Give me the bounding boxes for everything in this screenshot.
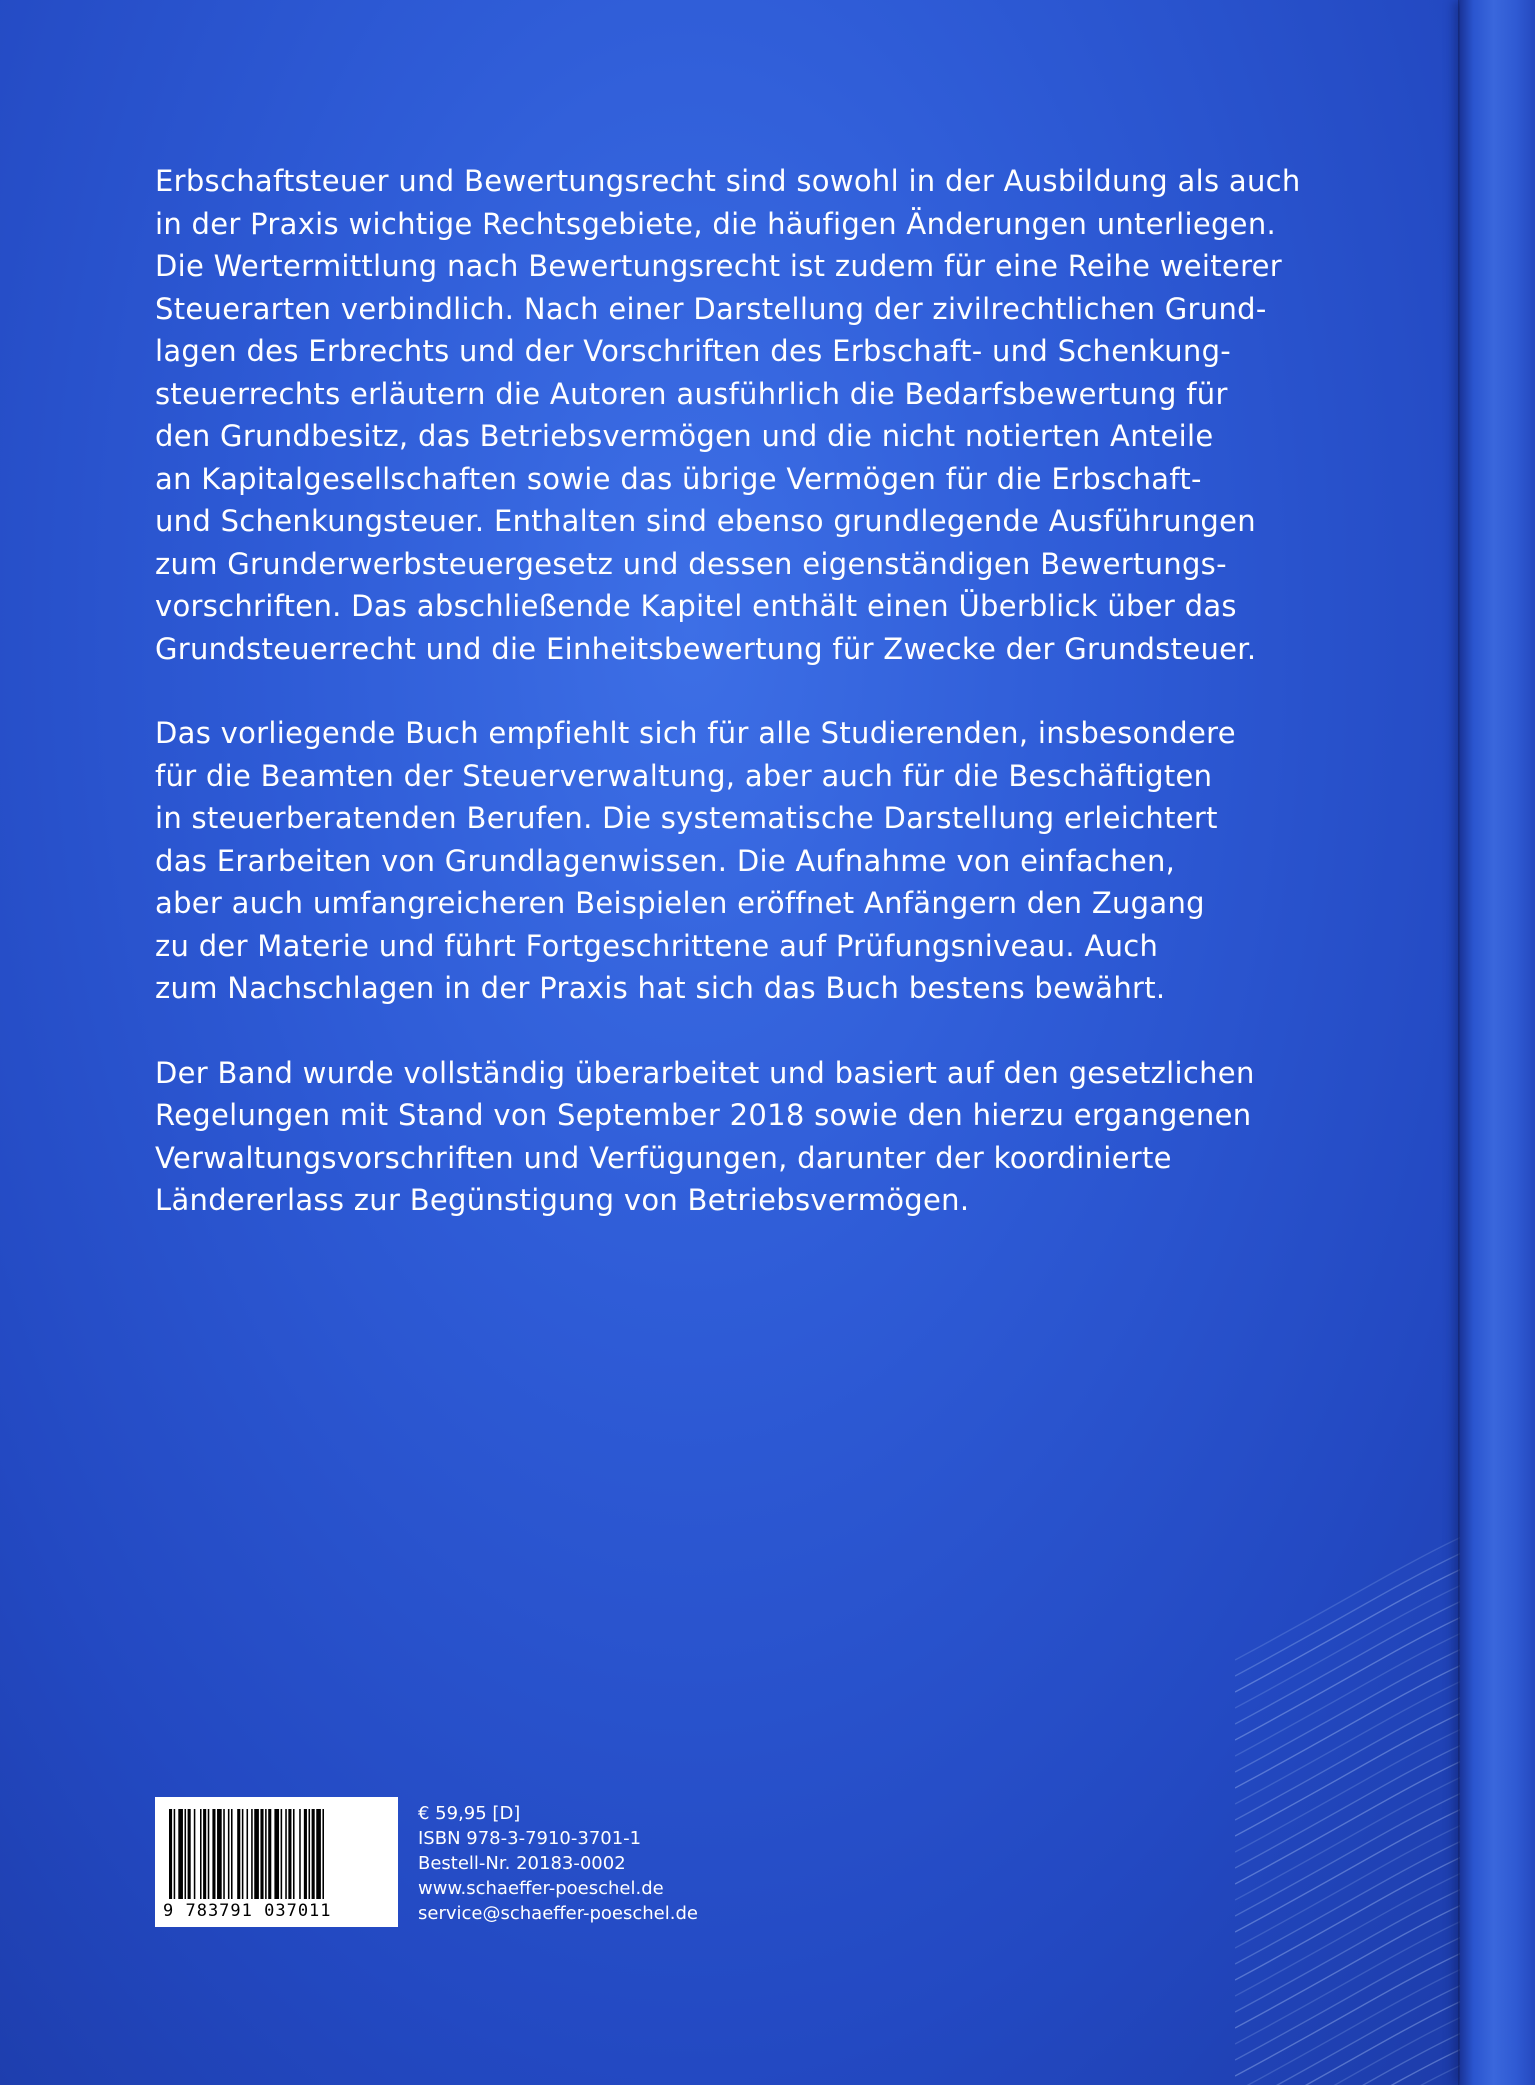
text-line: Erbschaftsteuer und Bewertungsrecht sind sowohl in der Ausbildung als auch [155, 164, 1301, 198]
isbn: ISBN 978-3-7910-3701-1 [418, 1828, 642, 1849]
email-address: service@schaeffer-poeschel.de [418, 1903, 698, 1924]
text-line: zum Nachschlagen in der Praxis hat sich das Buch bestens bewährt. [155, 971, 1166, 1005]
barcode-bars [167, 1809, 387, 1899]
isbn-barcode [155, 1797, 398, 1927]
website-link: www.schaeffer-poeschel.de [418, 1878, 664, 1899]
text-line: zum Grunderwerbsteuergesetz und dessen eigenständigen Bewertungs- [155, 546, 1227, 581]
text-line: Das vorliegende Buch empfiehlt sich für alle Studierenden, insbesondere [155, 716, 1236, 750]
blurb-paragraph-3 [155, 1052, 1285, 1222]
text-line: Steuerarten verbindlich. Nach einer Darstellung der zivilrechtlichen Grund- [155, 291, 1267, 326]
text-line: in der Praxis wichtige Rechtsgebiete, die häufigen Änderungen unterliegen. [155, 206, 1277, 241]
text-line: und Schenkungsteuer. Enthalten sind ebenso grundlegende Ausführungen [155, 504, 1256, 538]
barcode-digits: 9 783791 037011 [163, 1901, 332, 1921]
text-line: steuerrechts erläutern die Autoren ausführlich die Bedarfsbewertung für [155, 376, 1228, 411]
text-line: lagen des Erbrechts und der Vorschriften des Erbschaft- und Schenkung- [155, 334, 1232, 368]
text-line: an Kapitalgesellschaften sowie das übrige Vermögen für die Erbschaft- [155, 461, 1202, 496]
text-line: Verwaltungsvorschriften und Verfügungen, darunter der koordinierte [155, 1140, 1172, 1175]
text-line: Ländererlass zur Begünstigung von Betriebsvermögen. [155, 1183, 970, 1217]
order-number: Bestell-Nr. 20183-0002 [418, 1853, 626, 1874]
blurb-paragraph-2 [155, 712, 1285, 1010]
text-line: Die Wertermittlung nach Bewertungsrecht ist zudem für eine Reihe weiterer [155, 249, 1283, 283]
blurb-paragraph-1 [155, 160, 1301, 670]
text-line: aber auch umfangreicheren Beispielen eröffnet Anfängern den Zugang [155, 886, 1205, 920]
text-line: den Grundbesitz, das Betriebsvermögen und die nicht notierten Anteile [155, 419, 1214, 453]
blurb-text [155, 160, 1301, 1264]
price: € 59,95 [D] [418, 1803, 521, 1824]
text-line: Der Band wurde vollständig überarbeitet und basiert auf den gesetzlichen [155, 1055, 1255, 1090]
text-line: für die Beamten der Steuerverwaltung, aber auch für die Beschäftigten [155, 758, 1213, 793]
text-line: Grundsteuerrecht und die Einheitsbewertung für Zwecke der Grundsteuer. [155, 631, 1257, 666]
publisher-info [418, 1801, 698, 1926]
text-line: das Erarbeiten von Grundlagenwissen. Die Aufnahme von einfachen, [155, 843, 1176, 878]
text-line: in steuerberatenden Berufen. Die systematische Darstellung erleichtert [155, 801, 1218, 835]
text-line: vorschriften. Das abschließende Kapitel enthält einen Überblick über das [155, 589, 1237, 623]
text-line: Regelungen mit Stand von September 2018 sowie den hierzu ergangenen [155, 1098, 1252, 1132]
book-spine [1460, 0, 1535, 2085]
text-line: zu der Materie und führt Fortgeschrittene auf Prüfungsniveau. Auch [155, 928, 1159, 963]
